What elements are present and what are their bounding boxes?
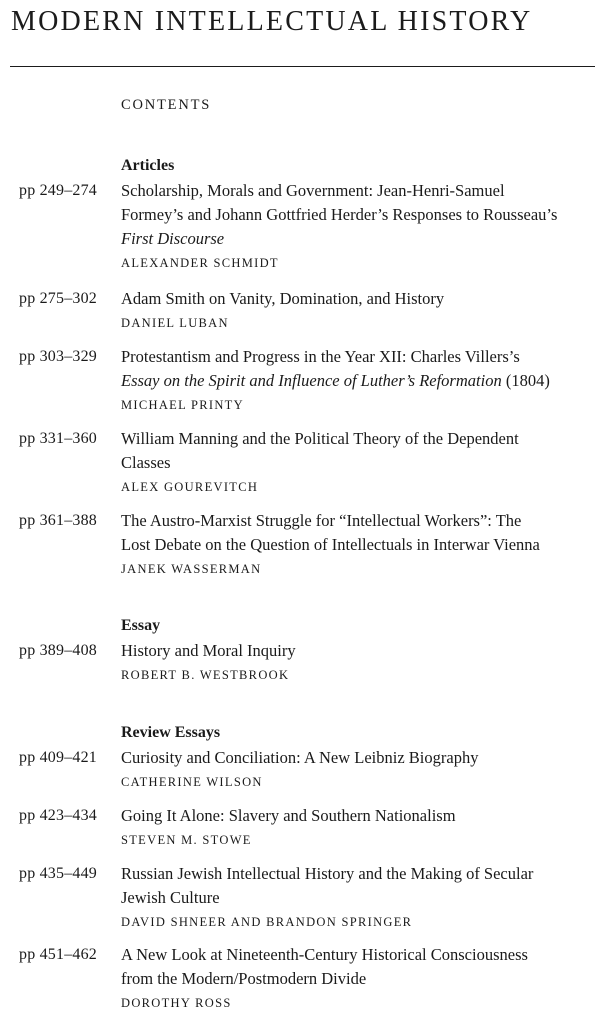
entry-author: CATHERINE WILSON (121, 775, 263, 789)
entry-author: DAVID SHNEER AND BRANDON SPRINGER (121, 915, 413, 929)
entry-title: Protestantism and Progress in the Year XII: Charles Villers’s Essay on the Spirit and Influence of Luther’s Reformation (1804) MICHAEL PRINTY (121, 345, 601, 414)
journal-title: MODERN INTELLECTUAL HISTORY (11, 6, 533, 37)
entry-author: DANIEL LUBAN (121, 316, 229, 330)
title-rule (10, 66, 595, 67)
entry-author: JANEK WASSERMAN (121, 562, 262, 576)
section-heading-articles: Articles (121, 157, 175, 174)
section-heading-review-essays: Review Essays (121, 724, 221, 741)
entry-author: DOROTHY ROSS (121, 996, 232, 1010)
entry-author: ALEXANDER SCHMIDT (121, 256, 279, 270)
entry-title: Russian Jewish Intellectual History and the Making of Secular Jewish Culture DAVID SHNEER AND BRANDON SPRINGER (121, 862, 601, 931)
section-heading-essay: Essay (121, 617, 161, 634)
entry-author: ALEX GOUREVITCH (121, 480, 259, 494)
entry-title: Adam Smith on Vanity, Domination, and History DANIEL LUBAN (121, 287, 601, 332)
entry-pages: pp 435–449 (19, 865, 97, 882)
entry-title: Going It Alone: Slavery and Southern Nationalism STEVEN M. STOWE (121, 804, 601, 849)
entry-author: MICHAEL PRINTY (121, 398, 244, 412)
entry-author: STEVEN M. STOWE (121, 833, 252, 847)
entry-pages: pp 389–408 (19, 642, 97, 659)
entry-pages: pp 361–388 (19, 512, 97, 529)
entry-author: ROBERT B. WESTBROOK (121, 668, 290, 682)
entry-title: The Austro-Marxist Struggle for “Intellectual Workers”: The Lost Debate on the Question of Intellectuals in Interwar Vienna JANEK WASSERMAN (121, 509, 601, 578)
entry-title: Curiosity and Conciliation: A New Leibniz Biography CATHERINE WILSON (121, 746, 601, 791)
entry-title: A New Look at Nineteenth-Century Historical Consciousness from the Modern/Postmodern Divide DOROTHY ROSS (121, 943, 601, 1012)
entry-title: William Manning and the Political Theory of the Dependent Classes ALEX GOUREVITCH (121, 427, 601, 496)
entry-pages: pp 275–302 (19, 290, 97, 307)
contents-label: CONTENTS (121, 97, 212, 113)
entry-pages: pp 331–360 (19, 430, 97, 447)
entry-pages: pp 249–274 (19, 182, 97, 199)
entry-pages: pp 423–434 (19, 807, 97, 824)
entry-pages: pp 409–421 (19, 749, 97, 766)
entry-title: Scholarship, Morals and Government: Jean-Henri-Samuel Formey’s and Johann Gottfried Herder’s Responses to Rousseau’s First Discourse ALEXANDER SCHMIDT (121, 179, 601, 272)
entry-title: History and Moral Inquiry ROBERT B. WESTBROOK (121, 639, 601, 684)
entry-pages: pp 451–462 (19, 946, 97, 963)
entry-pages: pp 303–329 (19, 348, 97, 365)
